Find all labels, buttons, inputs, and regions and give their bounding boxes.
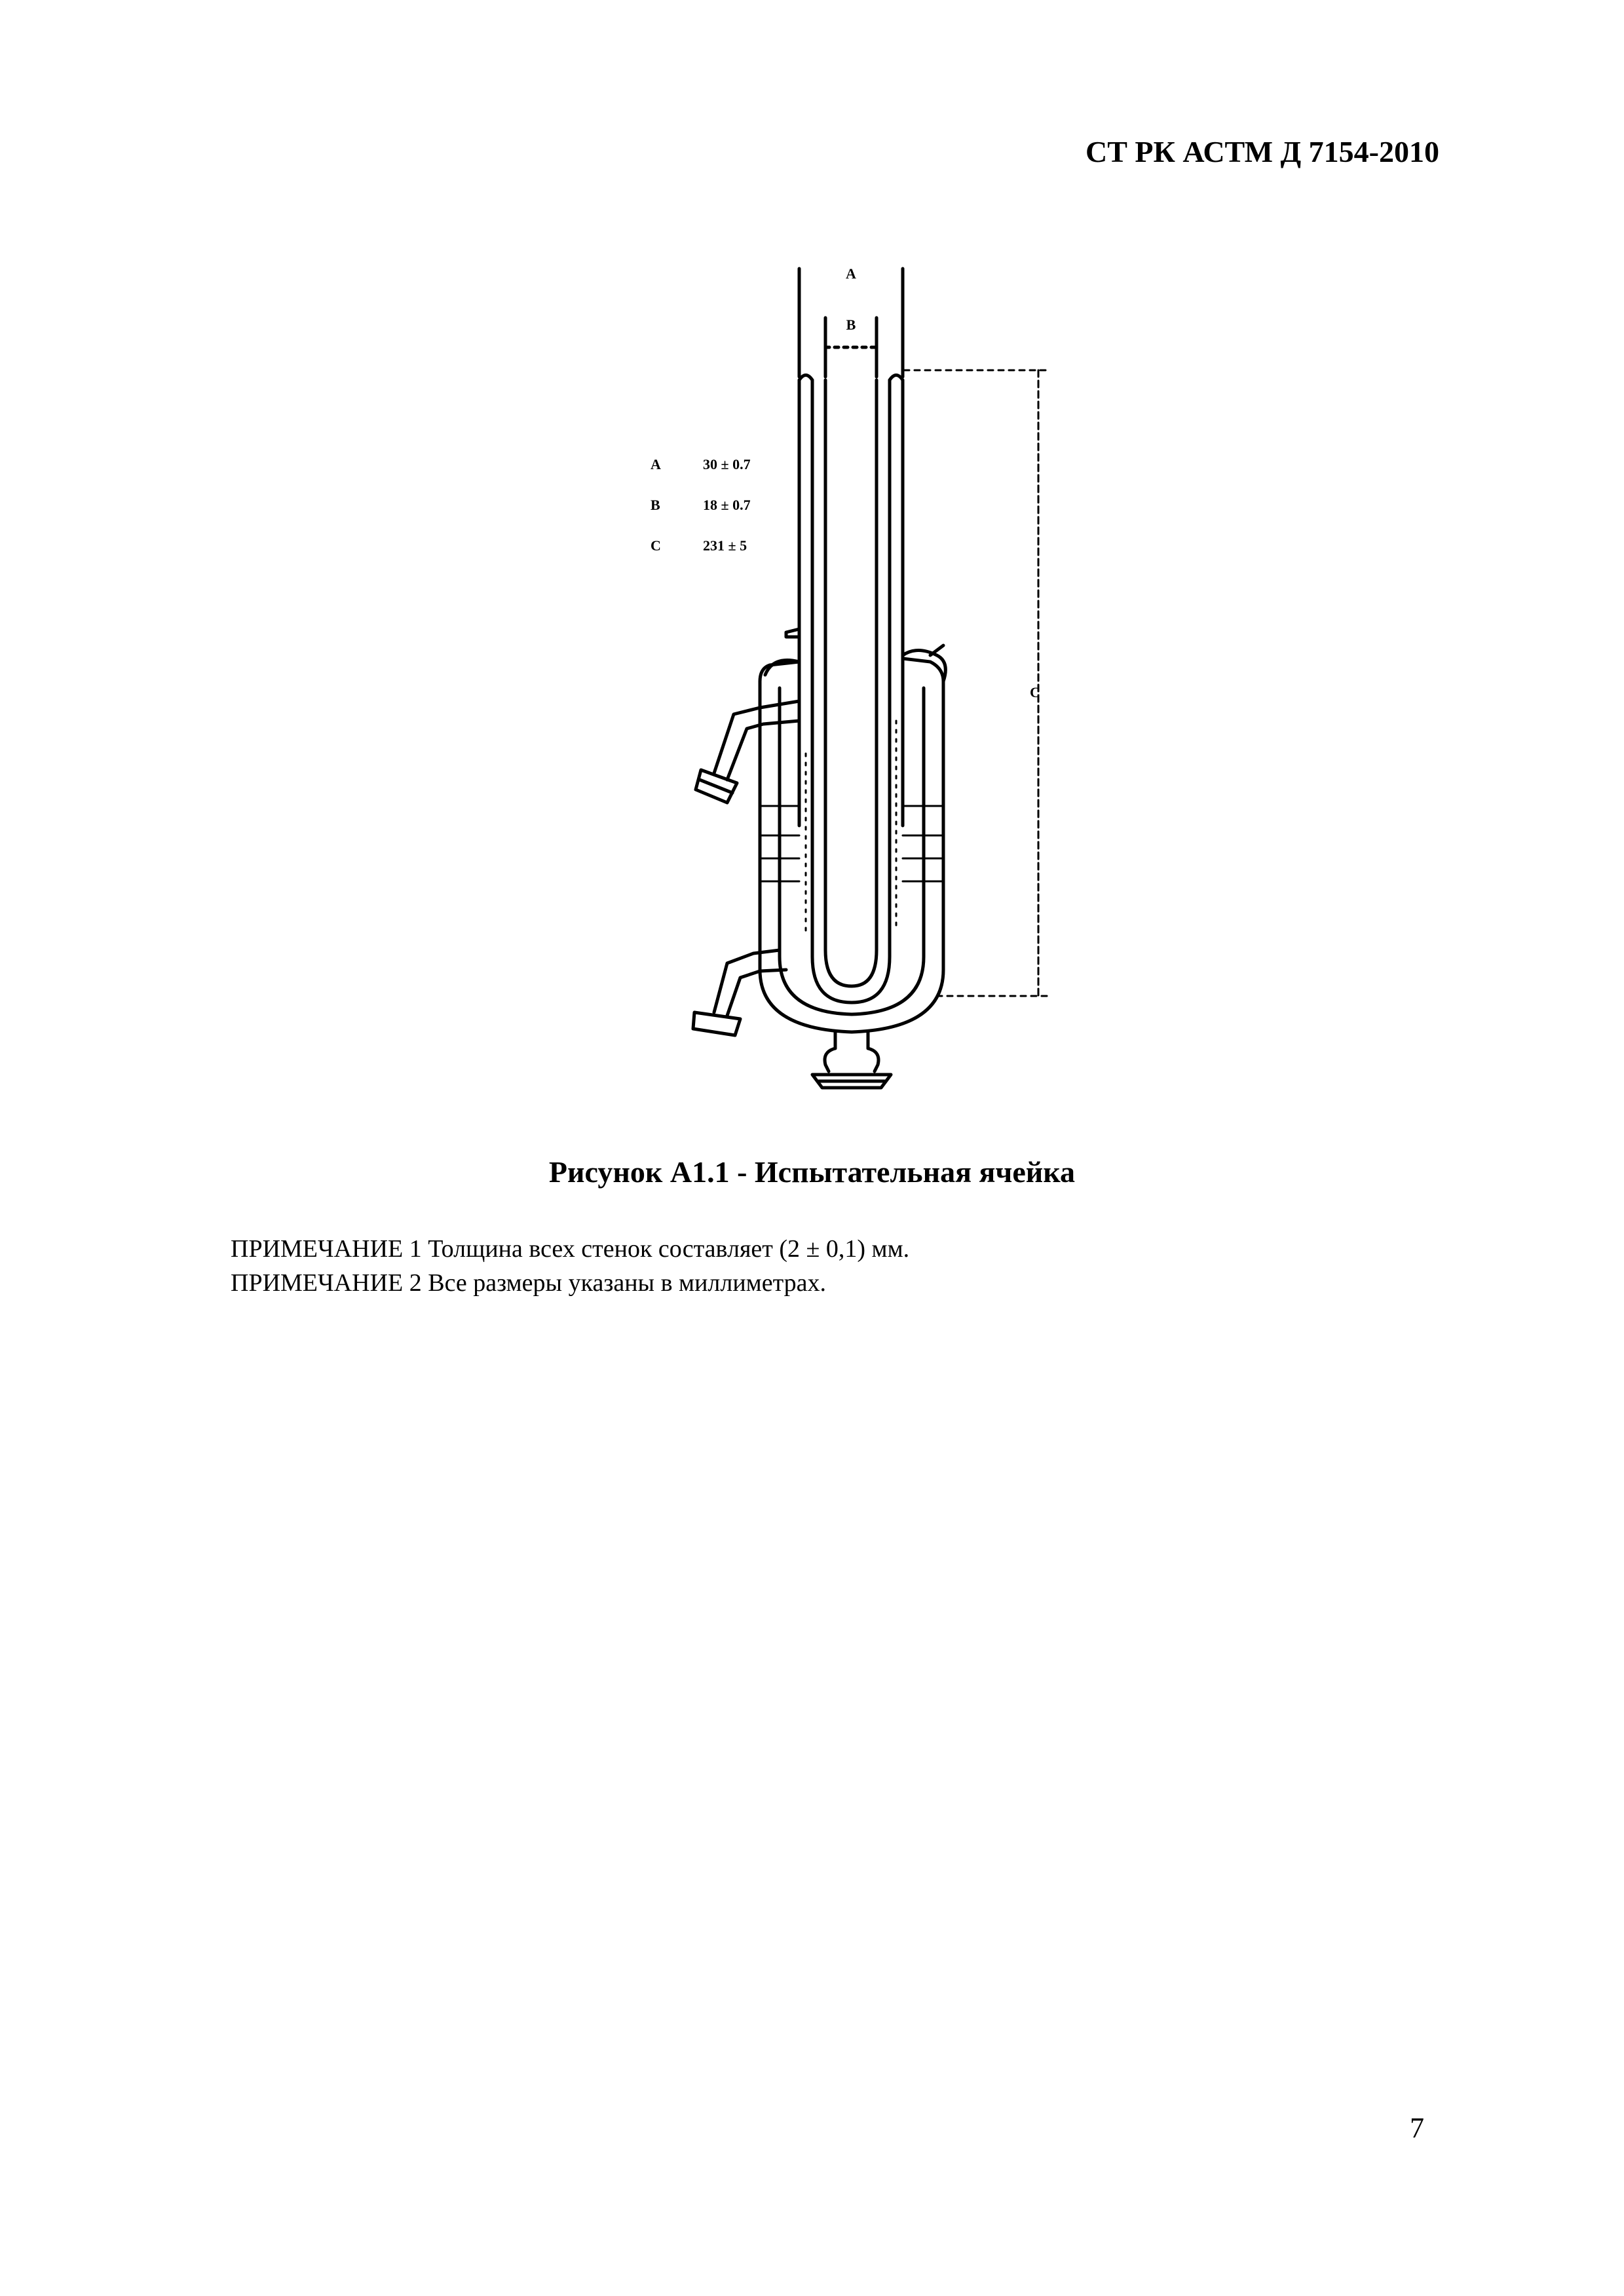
page-number: 7	[1410, 2112, 1424, 2144]
dimension-legend	[651, 456, 751, 554]
legend-value: 231 ± 5	[703, 537, 747, 554]
legend-key: B	[651, 497, 660, 513]
dim-label-a: A	[846, 265, 856, 282]
dim-label-b: B	[846, 316, 856, 333]
legend-value: 30 ± 0.7	[703, 456, 751, 472]
coil-lines	[760, 721, 943, 930]
legend-key: A	[651, 456, 661, 472]
note-1: ПРИМЕЧАНИЕ 1 Толщина всех стенок составляет (2 ± 0,1) мм.	[231, 1235, 910, 1263]
document-code: СТ РК АСТМ Д 7154-2010	[1086, 135, 1439, 168]
dim-label-c: C	[1030, 684, 1040, 700]
legend-key: C	[651, 537, 661, 554]
legend-value: 18 ± 0.7	[703, 497, 751, 513]
figure-caption: Рисунок А1.1 - Испытательная ячейка	[548, 1155, 1076, 1189]
dim-c	[904, 370, 1048, 996]
note-2: ПРИМЕЧАНИЕ 2 Все размеры указаны в миллиметрах.	[231, 1269, 827, 1297]
notes-block	[231, 1232, 909, 1300]
